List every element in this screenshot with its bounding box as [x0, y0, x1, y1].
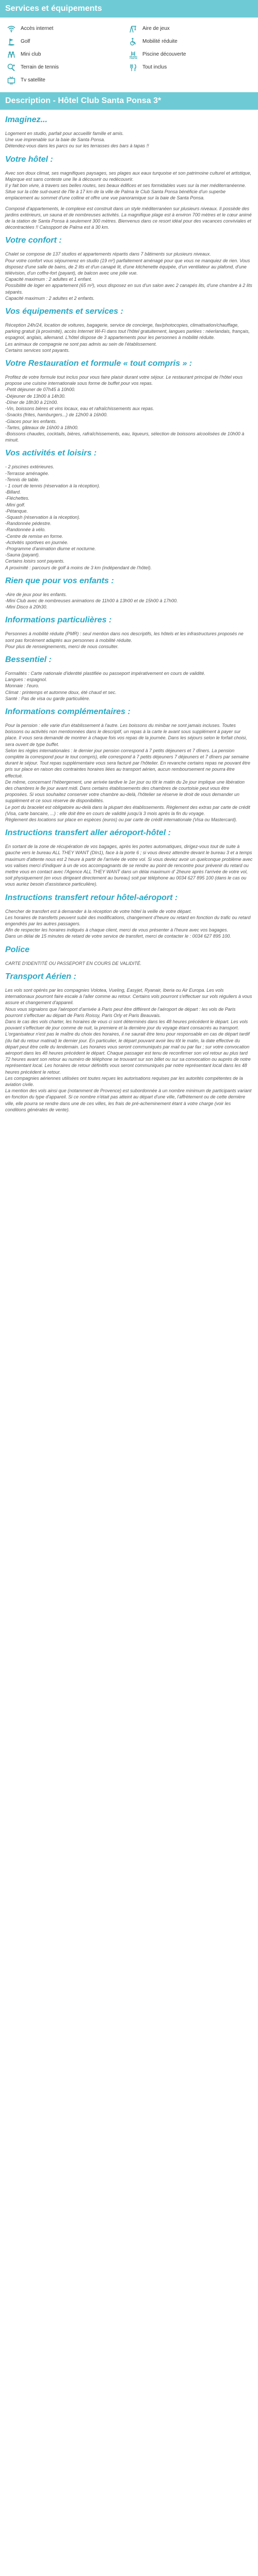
amenity-label: Aire de jeux: [142, 26, 170, 31]
section-paragraph: Pour la pension : elle varie d'un établissement à l'autre. Les boissons du minibar ne sont jamais incluses. Toutes boissons ou activités non mentionnées dans le descriptif, un repas à la carte le avant sous supplément à payer sur place. Il vous sera demandé de montrer à chaque fois vos repas de la journée. Dans les séjours selon le forfait choisi, sera ouvert de type buffet. Selon les règles internationales : le dernier jour pension correspond à 7 petits déjeuners et 7 dîners. La pension complète la correspond pour le tout compris), elle correspond à 7 petits déjeuners 7 déjeuners et 7 dîners par semaine durant le séjour. Tout repas supplémentaire vous sera facturé par l'hôtelier. En revanche certains repas ne pouvant être pris sur place en raison des contraintes horaires liées au transport aérien, aucun remboursement ne pourra être effectué. De même, concernant l'hébergement, une arrivée tardive le 1er jour ou tôt le matin du 2e jour implique une libération des chambres le 8e jour avant midi. Dans certains établissements des chambres de courtoisie peut vous être proposées. Si vous souhaitez conserver votre chambre au-delà, l'hôtelier se réserve le droit de vous demander un supplément et ce sous réserve de disponibilités. Le port du bracelet est obligatoire au-delà dans la plupart des établissements. Règlement des extras par carte de crédit (Visa, carte bancaire, ...) : elle doit être en cours de validité jusqu'à 3 mois après la fin du voyage. Règlement des locations sur place en espèces (euros) ou par carte de crédit internationale (Visa ou Mastercard).: [5, 723, 250, 823]
description-title: Description - Hôtel Club Santa Ponsa 3*: [5, 96, 162, 105]
section-paragraph: CARTE D'IDENTITÉ OU PASSEPORT EN COURS DE VALIDITÉ.: [5, 960, 142, 966]
section-paragraph: Chalet se compose de 137 studios et appartements répartis dans 7 bâtiments sur plusieurs niveaux. Pour votre confort vous séjournerez en studio (19 m²) parfaitement aménagé pour que vous ne manquiez de rien. Vous disposez d'une salle de bains, de 2 lits et d'un canapé lit, d'une kitchenette équipée, d'un ventilateur au plafond, d'une télévision, d'un coffre-fort (payant), de balcon avec une jolie vue. Capacité maximum : 2 adultes et 1 enfant. Possibilité de loger en appartement (65 m²), vous disposez en sus d'un salon avec 2 canapés lits, d'une chambre à 2 lits séparés. Capacité maximum : 2 adultes et 2 enfants.: [5, 251, 252, 301]
section-title: Transport Aérien :: [5, 972, 76, 981]
section-paragraph: Réception 24h/24, location de voitures, bagagerie, service de concierge, fax/photocopies, climatisation/chauffage, parking gratuit (à proximité), accès Internet Wi-Fi dans tout l'hôtel gratuitement, langues parlées : néerlandais, français, espagnol, anglais, allemand. L'hôtel dispose de 3 appartements pour les personnes à mobilité réduite. Les animaux de compagnie ne sont pas admis au sein de l'établissement. Certains services sont payants.: [5, 323, 250, 353]
amenity-item: [7, 48, 129, 60]
description-content: [0, 110, 258, 1113]
section-title: Votre hôtel :: [5, 155, 53, 164]
amenity-item: [7, 74, 129, 86]
amenity-item: [7, 23, 129, 35]
amenity-item: [7, 36, 129, 47]
section-title: Informations particulières :: [5, 616, 112, 625]
all-inclusive-icon: [129, 63, 137, 72]
section-title: Vos activités et loisirs :: [5, 449, 97, 458]
tennis-icon: [7, 63, 15, 72]
description-section: [5, 972, 253, 1113]
section-title: Imaginez...: [5, 115, 47, 124]
description-section: [5, 359, 253, 443]
section-paragraph: - 2 piscines extérieures. -Terrasse aménagée. -Tennis de table. - 1 court de tennis (réservation à la réception). -Billard. -Fléchettes. -Mini golf. -Pétanque. -Squash (réservation à la réception). -Randonnée pédestre. -Randonnée à vélo. -Centre de remise en forme. -Activités sportives en journée. -Programme d'animation diurne et nocturne. -Sauna (payant). Certains loisirs sont payants. A proximité : parcours de golf à moins de 3 km (indépendant de l'hôtel).: [5, 464, 152, 570]
description-section: [5, 707, 253, 823]
section-title: Police: [5, 945, 30, 954]
amenity-item: [129, 48, 251, 60]
description-section: [5, 448, 253, 570]
section-title: Bessentiel :: [5, 655, 52, 664]
section-paragraph: Chercher de transfert est à demander à la réception de votre hôtel la veille de votre départ. Les horaires de transferts peuvent subir des modifications, changement d'heure ou retard en fonction du trafic ou retard engendrés par les autres passagers. Afin de respecter les horaires indiqués à chaque client, merci de vous présenter à l'heure avec vos bagages. Dans un délai de 15 minutes de retard de votre service de transfert, merci de contacter le : 0034 627 895 100.: [5, 908, 251, 939]
description-header: [0, 92, 258, 110]
section-paragraph: Personnes à mobilité réduite (PMR) : seul mention dans nos descriptifs, les hôtels et les infrastructures proposés ne sont pas forcément adaptés aux personnes à mobilité réduite. Pour plus de renseignements, merci de nous consulter.: [5, 631, 244, 649]
amenity-item: [7, 61, 129, 73]
services-title: Services et équipements: [5, 4, 102, 13]
wifi-icon: [7, 25, 15, 33]
amenities-grid: [0, 18, 258, 89]
section-title: Vos équipements et services :: [5, 307, 123, 316]
description-section: [5, 655, 253, 702]
section-paragraph: Composé d'appartements, le complexe est construit dans un style méditerranéen sur plusieurs niveaux. Il possède des jardins extérieurs, un sauna et de nombreuses activités. La magnifique plage est à environ 700 mètres et le cœur animé de la station de Santa Ponsa à seulement 300 mètres. Bienvenus dans ce resort idéal pour des vacances conviviales et décontractées !! Caisspport de Palma est à 30 km.: [5, 206, 252, 230]
section-title: Votre confort :: [5, 236, 62, 245]
description-section: [5, 576, 253, 611]
amenity-label: Tout inclus: [142, 64, 167, 70]
section-paragraph: Profitez de votre formule tout inclus pour vous faire plaisir durant votre séjour. Le restaurant principal de l'hôtel vous propose une cuisine internationale sous forme de buffet pour vos repas. -Petit déjeuner de 07h45 à 10h00. -Déjeuner de 13h00 à 14h30. -Dîner de 18h30 à 21h00. -Vin, boissons bières et vins locaux, eau et rafraîchissements aux repas. -Snacks (frites, hamburgers...) de 12h00 à 16h00. -Glaces pour les enfants. -Tartes, gâteaux de 16h00 à 18h00. -Boissons chaudes, cocktails, bières, rafraîchissements, eau, liqueurs, sélection de boissons alcoolisées de 10h00 à minuit.: [5, 375, 245, 443]
wheelchair-icon: [129, 38, 137, 46]
section-paragraph: Formalités : Carte nationale d'identité plastifiée ou passeport impérativement en cours de validité. Langues : espagnol. Monnaie : l'euro. Climat : printemps et automne doux, été chaud et sec. Santé : Pas de visa ou garde particulière.: [5, 670, 205, 701]
section-paragraph: Avec son doux climat, ses magnifiques paysages, ses plages aux eaux turquoise et son patrimoine culturel et artistique, Majorque est sans conteste une île à découvrir ou redécouvrir. Il y fait bon vivre, à travers ses belles routes, ses beaux édifices et ses formidables vues sur la mer méditerranéenne. Situe sur la côte sud-ouest de l'île à 17 km de la ville de Palma le Club Santa Ponsa bénéficie d'un superbe emplacement au sommet d'une colline et offre une vue panoramique sur la baie de Santa Ponsa.: [5, 170, 252, 201]
description-section: [5, 615, 253, 650]
section-paragraph: -Aire de jeux pour les enfants. -Mini Club avec de nombreuses animations de 11h00 à 13h00 et de 15h00 à 17h00. -Mini Disco à 20h30.: [5, 591, 178, 610]
description-section: [5, 235, 253, 301]
amenity-label: Mobilité réduite: [142, 39, 178, 44]
amenity-label: Piscine découverte: [142, 52, 186, 57]
amenity-label: Terrain de tennis: [21, 64, 59, 70]
playground-icon: [129, 25, 137, 33]
amenity-item: [129, 23, 251, 35]
services-header: [0, 0, 258, 18]
description-section: [5, 155, 253, 231]
section-title: Informations complémentaires :: [5, 707, 131, 716]
tv-icon: [7, 76, 15, 84]
amenity-label: Golf: [21, 39, 30, 44]
section-paragraph: Logement en studio, parfait pour accueillir famille et amis. Une vue imprenable sur la baie de Santa Ponsa. Détendez-vous dans les parcs ou sur les terrasses des bars à tapas !!: [5, 131, 149, 149]
description-section: [5, 115, 253, 149]
mini-club-icon: [7, 50, 15, 59]
section-title: Rien que pour vos enfants :: [5, 576, 114, 585]
amenity-label: Mini club: [21, 52, 41, 57]
amenity-label: Tv satellite: [21, 77, 45, 83]
amenity-item: [129, 61, 251, 73]
section-paragraph: Les vols sont opérés par les compagnies Volotea, Vueling, Easyjet, Ryanair, Iberia ou Air Europa. Les vols internationaux pourront faire escale à l'aller comme au retour. Certains vols pourront s'effectuer sur vols réguliers à vous assure et changement d'appareil. Nous vous signalons que l'aéroport d'arrivée à Paris peut être différent de l'aéroport de départ : les vols de Paris pourront s'effectuer au départ de Paris Roissy, Paris Orly et Paris Beauvais. Dans le cas des vols charter, les horaires de vous ci sont déterminés dans les 48 heures précédent le départ. Les vols pouvant s'effectuer de jour comme de nuit, la premiere et la dernière jour du voyage étant consacrés au transport. L'organisateur n'est pas le maître du choix des horaires, il ne saurait être tenu pour responsable en cas de départ tardif (du fait du retour matinal) le dernier jour. En particulier, le départ pouvant avoir lieu tôt le matin, la date effective du départ peut être celle du lendemain. Les horaires vous seront communiqués par mail ou par fax ; sur votre convocation aéroport dans les 48 heures précédent le départ. Chaque passager est tenu de reconfirmer son vol retour au plus tard 72 heures avant son retour au numéro de téléphone se trouvant sur son billet ou sur sa convocation ou auprès de notre représentant local. Les horaires de retour définitifs vous seront communiqués par notre représentant local dans les 48 heures précédent le retour. Les compagnies aériennes utilisées ont toutes reçues les autorisations requises par les autorités compétentes de la aviation civile. La mention des vols ainsi que (notamment de Provence) est subordonnée à un nombre minimum de participants variant en fonction du type d'appareil. Si ce nombre n'était pas atteint au départ d'une ville, l'affrètement ou de cette dernière ville, elle pourra se rendre dans une de ces villes, les frais de pré-acheminement étant à votre charge (voir les conditions générales de vente).: [5, 987, 252, 1112]
section-title: Votre Restauration et formule « tout compris » :: [5, 359, 192, 368]
section-paragraph: En sortant de la zone de récupération de vos bagages, après les portes automatiques, dirigez-vous tout de suite à gauche vers le bureau ALL THEY WANT (DIn1), face à la porte 6 ; si vous devez attendre devant le bureau 3 et a temps maximum d'attente nous est 2 heure à partir de l'arrivée de votre vol. Si vous deviez avoir un quelconque problème avec vos valises merci d'indiquer à un de vos accompagnants de se rendre au point de rencontre pour prévenir du retard ou mettre vous en contact avec l'Agence ALL THEY WANT dans un délai maximum d' 2heure après l'arrivée de votre vol, soit physiquement (en vous dirigeant directement au bureau) soit par téléphone au 0034 627 895 100 (dans le cas ou vous auriez besoin d'assistance particulière).: [5, 844, 253, 887]
pool-icon: [129, 50, 137, 59]
amenity-label: Accès internet: [21, 26, 54, 31]
golf-icon: [7, 38, 15, 46]
description-section: [5, 893, 253, 940]
section-title: Instructions transfert aller aéroport-hôtel :: [5, 828, 171, 838]
description-section: [5, 828, 253, 887]
section-title: Instructions transfert retour hôtel-aéroport :: [5, 893, 178, 902]
amenity-item: [129, 36, 251, 47]
description-section: [5, 945, 253, 967]
description-section: [5, 307, 253, 353]
